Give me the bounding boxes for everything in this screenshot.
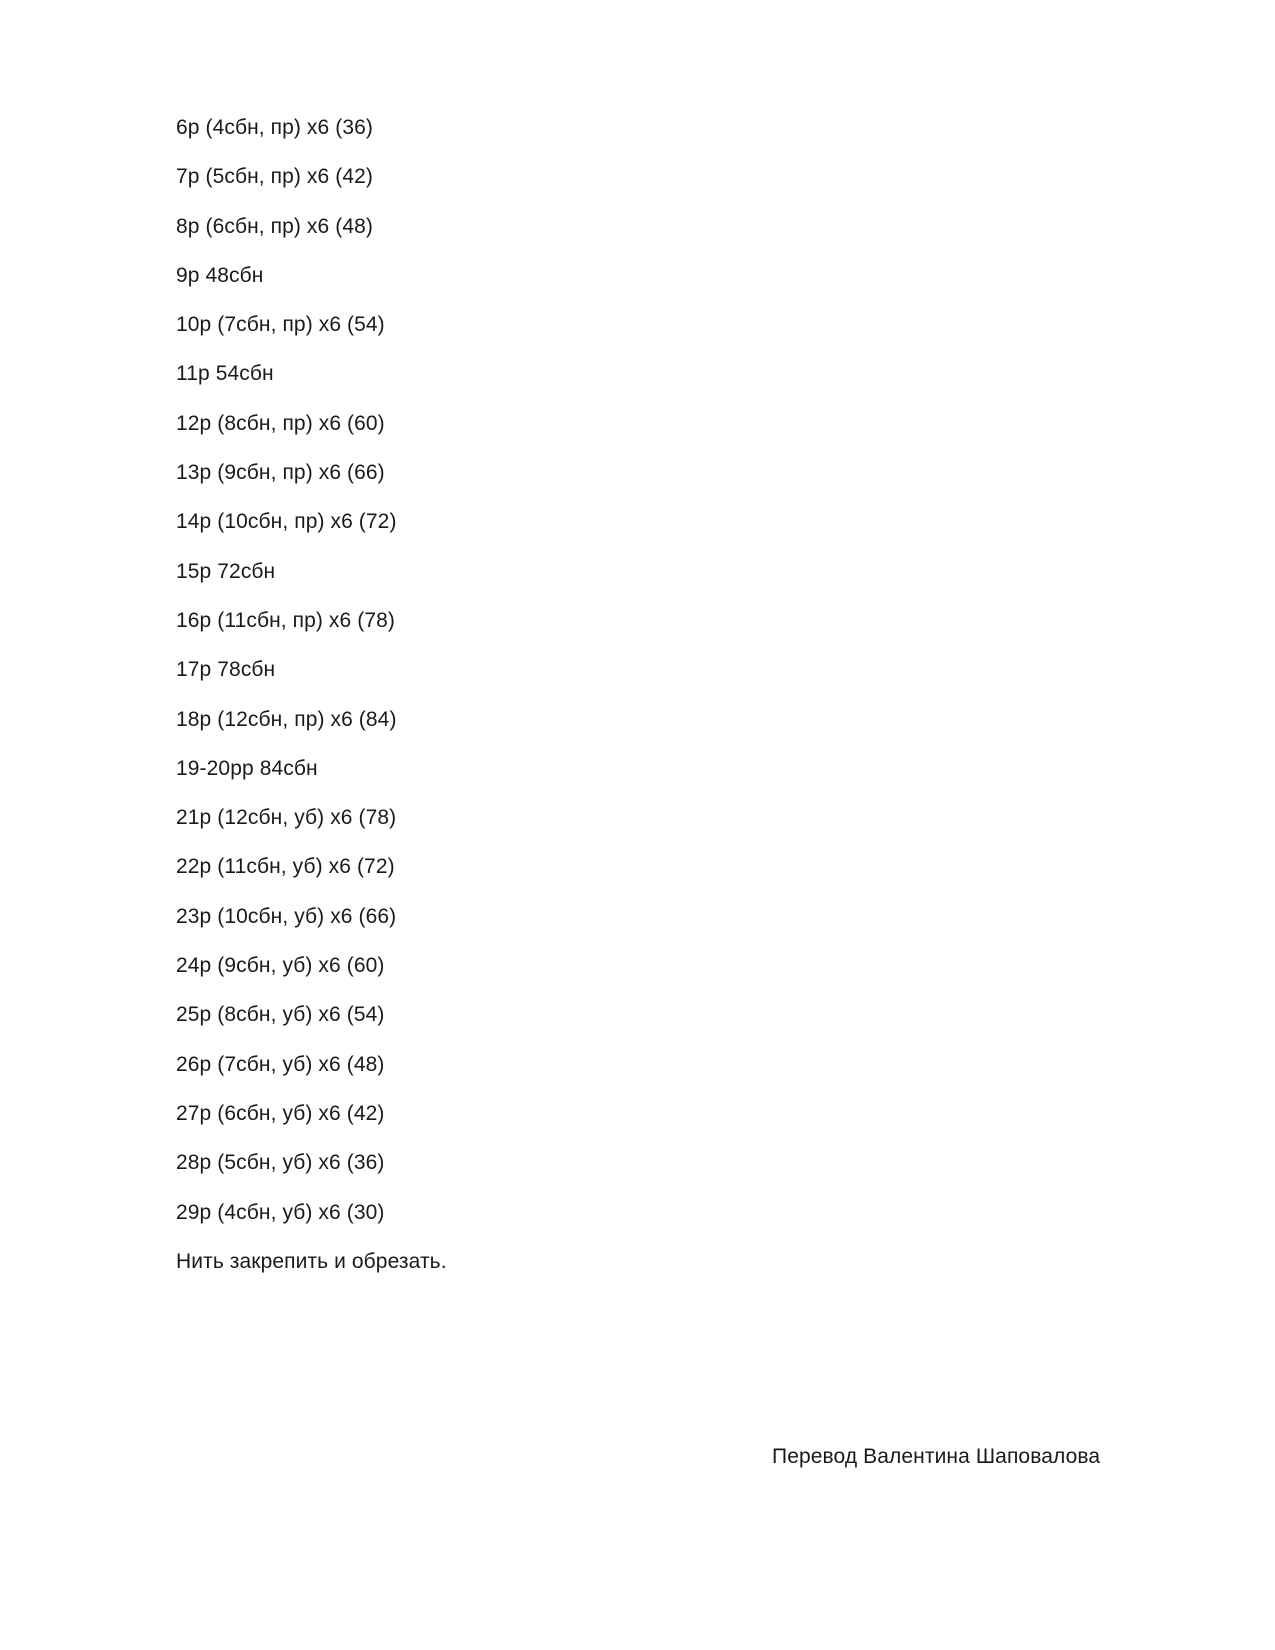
pattern-row: 28р (5сбн, уб) х6 (36) [176, 1151, 385, 1175]
pattern-row: 26р (7сбн, уб) х6 (48) [176, 1052, 385, 1076]
pattern-row: 17р 78сбн [176, 658, 276, 682]
pattern-row: 25р (8сбн, уб) х6 (54) [176, 1003, 385, 1027]
pattern-row: 18р (12сбн, пр) х6 (84) [176, 707, 397, 731]
pattern-row: 19-20рр 84сбн [176, 756, 318, 780]
pattern-row: 11р 54сбн [176, 362, 274, 386]
pattern-row: 23р (10сбн, уб) х6 (66) [176, 904, 397, 928]
pattern-row: 29р (4сбн, уб) х6 (30) [176, 1200, 385, 1224]
pattern-row: 16р (11сбн, пр) х6 (78) [176, 608, 395, 632]
pattern-row: 14р (10сбн, пр) х6 (72) [176, 510, 397, 534]
closing-instruction: Нить закрепить и обрезать. [176, 1249, 447, 1273]
pattern-row: 27р (6сбн, уб) х6 (42) [176, 1101, 385, 1125]
pattern-row: 6р (4сбн, пр) х6 (36) [176, 116, 373, 139]
pattern-row: 12р (8сбн, пр) х6 (60) [176, 411, 385, 435]
translator-credit: Перевод Валентина Шаповалова [772, 1445, 1101, 1468]
pattern-row: 24р (9сбн, уб) х6 (60) [176, 954, 385, 978]
pattern-row: 10р (7сбн, пр) х6 (54) [176, 313, 385, 337]
pattern-row: 22р (11сбн, уб) х6 (72) [176, 855, 395, 879]
pattern-row: 13р (9сбн, пр) х6 (66) [176, 461, 385, 485]
pattern-row: 9р 48сбн [176, 263, 264, 287]
pattern-rows [176, 114, 447, 1297]
pattern-row: 15р 72сбн [176, 559, 276, 583]
pattern-row: 21р (12сбн, уб) х6 (78) [176, 806, 397, 830]
pattern-row: 8р (6сбн, пр) х6 (48) [176, 214, 373, 238]
pattern-row: 7р (5сбн, пр) х6 (42) [176, 165, 373, 189]
